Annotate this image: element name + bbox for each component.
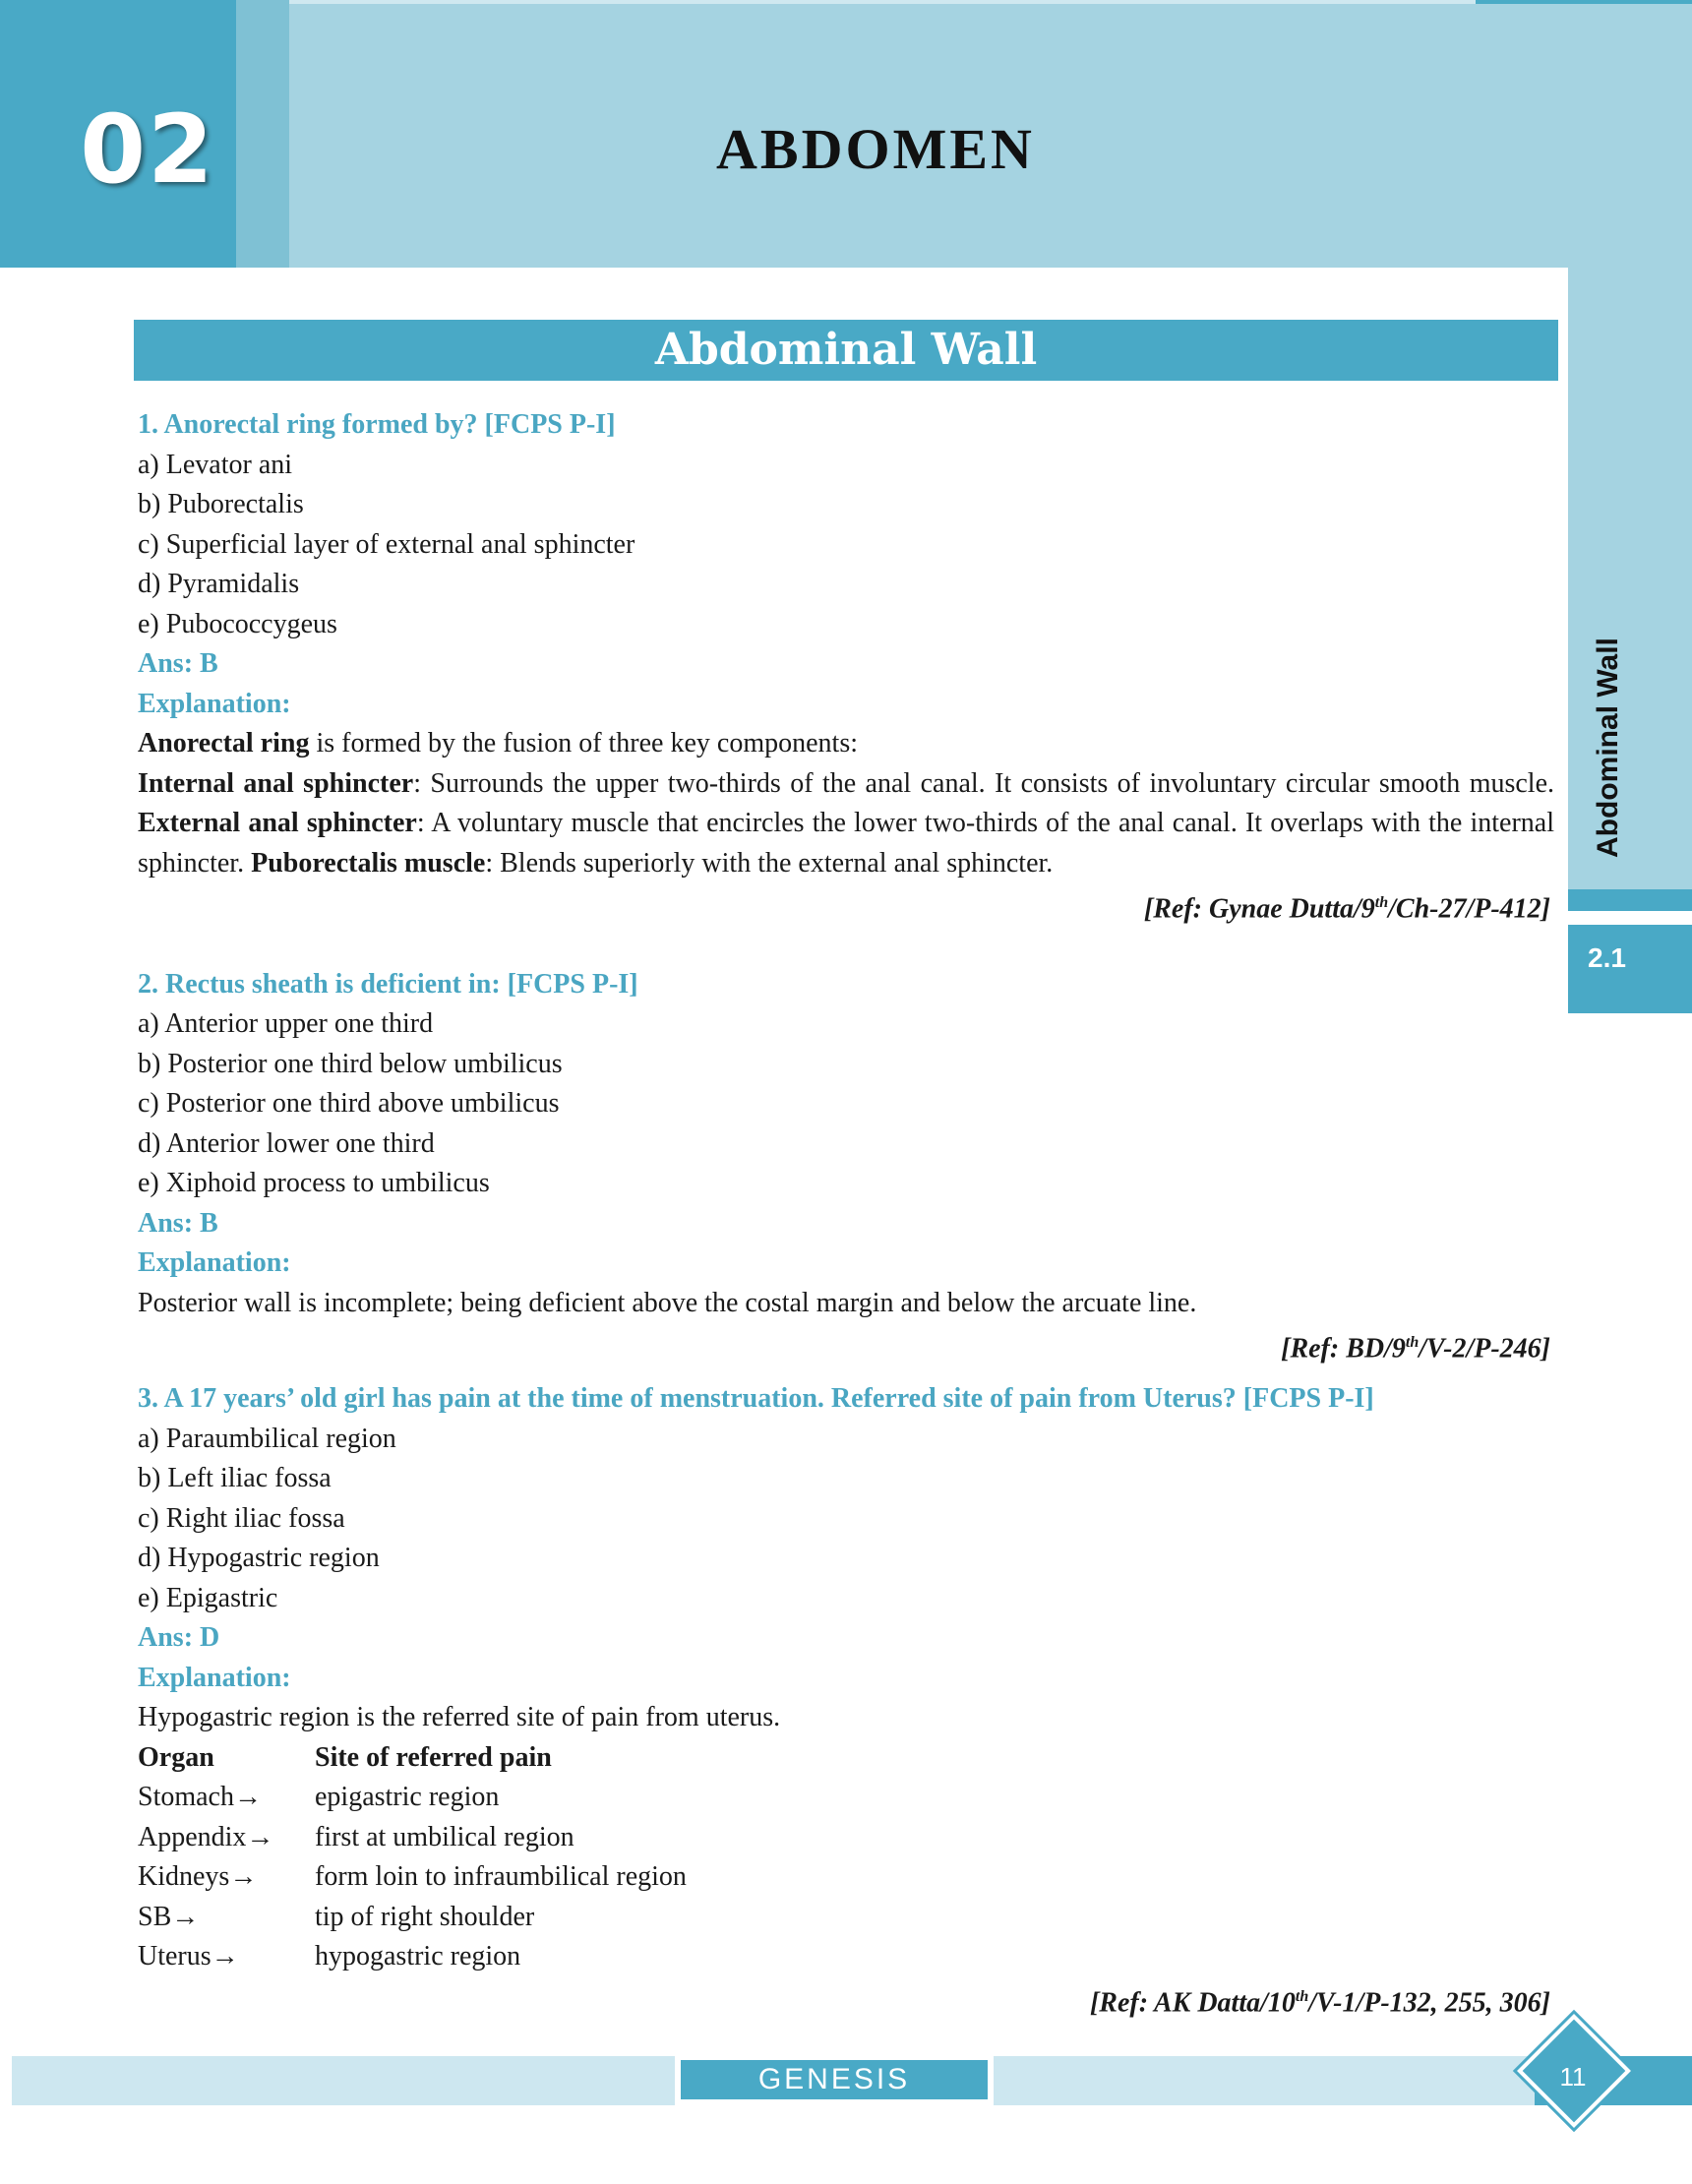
page-number: 11	[1559, 2062, 1587, 2092]
q1-option-b: b) Puborectalis	[138, 489, 304, 519]
table-cell-site: hypogastric region	[315, 1941, 521, 1972]
q3-ref-part-b: /V-1/P-132, 255, 306]	[1308, 1986, 1550, 2018]
question-3: 3. A 17 years’ old girl has pain at the time of menstruation. Referred site of pain from Uterus? [FCPS P-I]	[138, 1383, 1374, 1415]
q2-explanation: Posterior wall is incomplete; being deficient above the costal margin and below the arcuate line.	[138, 1287, 1197, 1318]
q1-intro-text: is formed by the fusion of three key components:	[309, 728, 858, 758]
q1-reference	[138, 883, 1554, 930]
q3-reference	[138, 1977, 1554, 2024]
table-cell-organ: Stomach→	[138, 1782, 262, 1813]
q2-answer: Ans: B	[138, 1207, 218, 1239]
q2-option-e: e) Xiphoid process to umbilicus	[138, 1168, 490, 1199]
q2-option-a: a) Anterior upper one third	[138, 1008, 434, 1040]
q1-explanation-body	[138, 764, 1554, 884]
spacer	[138, 930, 1554, 965]
q3-answer: Ans: D	[138, 1622, 220, 1654]
question-2: 2. Rectus sheath is deficient in: [FCPS P-I]	[138, 968, 638, 1000]
chapter-title: ABDOMEN	[716, 117, 1035, 181]
side-tab-label-wrap	[1568, 268, 1624, 889]
q3-option-c: c) Right iliac fossa	[138, 1502, 345, 1534]
q3-option-a: a) Paraumbilical region	[138, 1423, 396, 1454]
q1-option-a: a) Levator ani	[138, 449, 293, 480]
q3-explanation: Hypogastric region is the referred site of pain from uterus.	[138, 1702, 781, 1733]
table-header-site: Site of referred pain	[315, 1741, 552, 1773]
table-header-organ: Organ	[138, 1741, 214, 1773]
table-cell-site: epigastric region	[315, 1782, 500, 1813]
q1-text-puborectalis: : Blends superiorly with the external anal sphincter.	[485, 847, 1054, 879]
q1-explanation-intro	[138, 724, 1554, 764]
q1-option-e: e) Pubococcygeus	[138, 608, 337, 639]
q3-option-e: e) Epigastric	[138, 1582, 278, 1613]
q3-ref-sup: th	[1295, 1987, 1309, 2005]
side-tab-stripe	[1568, 889, 1692, 911]
table-header-row	[138, 1738, 687, 1779]
header-top-line-accent	[1476, 0, 1692, 4]
q1-answer: Ans: B	[138, 648, 218, 679]
chapter-number: 02	[80, 94, 215, 205]
table-row	[138, 1857, 687, 1898]
q1-text-internal: : Surrounds the upper two-thirds of the anal canal. It consists of involuntary circular smooth muscle.	[413, 767, 1555, 799]
q2-reference	[138, 1323, 1554, 1369]
q2-explanation-label: Explanation:	[138, 1247, 291, 1279]
q2-ref-sup: th	[1405, 1334, 1420, 1352]
side-tab-label: Abdominal Wall	[1592, 637, 1624, 858]
spacer	[138, 1369, 1554, 1379]
q3-ref-part-a: [Ref: AK Datta/10	[1089, 1986, 1296, 2018]
question-content	[138, 405, 1554, 2023]
q3-option-b: b) Left iliac fossa	[138, 1463, 332, 1494]
q3-option-d: d) Hypogastric region	[138, 1543, 380, 1574]
table-cell-organ: Kidneys→	[138, 1861, 258, 1893]
q1-ref-sup: th	[1374, 894, 1389, 911]
q2-option-d: d) Anterior lower one third	[138, 1127, 435, 1159]
table-row	[138, 1818, 687, 1858]
q1-option-c: c) Superficial layer of external anal sphincter	[138, 528, 635, 560]
q2-ref-part-b: /V-2/P-246]	[1419, 1333, 1550, 1365]
table-cell-organ: Appendix→	[138, 1821, 274, 1852]
footer-brand: GENESIS	[757, 2063, 911, 2095]
q1-term-external-sphincter: External anal sphincter	[138, 808, 417, 838]
q1-explanation-label: Explanation:	[138, 688, 291, 719]
table-cell-organ: Uterus→	[138, 1941, 239, 1972]
q1-text-external: : A voluntary muscle that encircles the lower two-thirds of the anal canal. It overlaps with the internal sphincter.	[138, 808, 1554, 879]
table-row	[138, 1778, 687, 1818]
q2-option-c: c) Posterior one third above umbilicus	[138, 1088, 560, 1120]
question-1: 1. Anorectal ring formed by? [FCPS P-I]	[138, 409, 616, 440]
q1-ref-part-b: /Ch-27/P-412]	[1388, 893, 1550, 925]
section-title: Abdominal Wall	[654, 325, 1038, 375]
table-cell-site: tip of right shoulder	[315, 1901, 535, 1932]
table-row	[138, 1937, 687, 1977]
side-tab-number: 2.1	[1588, 942, 1626, 973]
table-cell-site: first at umbilical region	[315, 1821, 574, 1852]
q1-term-puborectalis: Puborectalis muscle	[251, 847, 486, 879]
table-row	[138, 1898, 687, 1938]
q1-term-anorectal-ring: Anorectal ring	[138, 728, 310, 758]
q2-option-b: b) Posterior one third below umbilicus	[138, 1048, 563, 1079]
table-cell-site: form loin to infraumbilical region	[315, 1861, 687, 1893]
q1-option-d: d) Pyramidalis	[138, 569, 300, 599]
table-cell-organ: SB→	[138, 1901, 200, 1932]
referred-pain-table	[138, 1738, 687, 1977]
q1-term-internal-sphincter: Internal anal sphincter	[138, 767, 414, 799]
q2-ref-part-a: [Ref: BD/9	[1281, 1333, 1406, 1365]
q1-ref-part-a: [Ref: Gynae Dutta/9	[1143, 893, 1375, 925]
q3-explanation-label: Explanation:	[138, 1662, 291, 1693]
side-tab-number-box	[1568, 925, 1692, 1013]
